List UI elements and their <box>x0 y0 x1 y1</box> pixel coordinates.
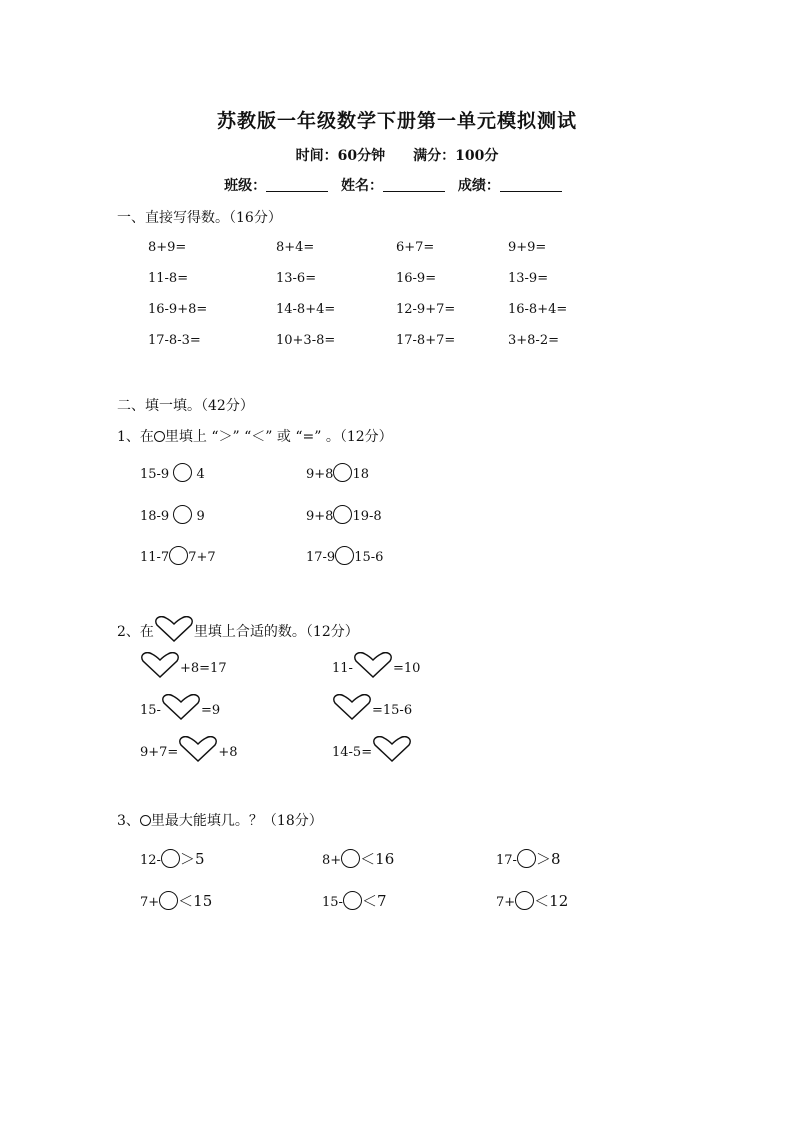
heart-item: +8=17 <box>140 652 227 678</box>
q2-pre: 2、在 <box>117 624 154 640</box>
answer-heart[interactable] <box>140 652 180 678</box>
answer-circle[interactable] <box>341 849 360 868</box>
name-blank[interactable] <box>383 177 445 192</box>
section1-heading: 一、直接写得数。（16分） <box>117 210 282 226</box>
calc-item: 17-8+7= <box>396 333 456 348</box>
answer-heart[interactable] <box>178 736 218 762</box>
calc-item: 10+3-8= <box>276 333 336 348</box>
answer-circle[interactable] <box>335 546 354 565</box>
heart-item: =15-6 <box>332 694 412 720</box>
compare-item: 17-9 15-6 <box>306 546 383 565</box>
compare-item: 11-7 7+7 <box>140 546 216 565</box>
page-title: 苏教版一年级数学下册第一单元模拟测试 <box>216 110 577 132</box>
answer-heart[interactable] <box>161 694 201 720</box>
q1-post: 里填上 “＞” “＜” 或 “=” 。（12分） <box>164 429 393 445</box>
answer-circle[interactable] <box>169 546 188 565</box>
calc-item: 14-8+4= <box>276 302 336 317</box>
answer-circle[interactable] <box>333 463 352 482</box>
calc-item: 13-9= <box>508 271 549 286</box>
q1-heading <box>117 426 393 446</box>
compare-item: 9+8 19-8 <box>306 505 382 524</box>
answer-circle[interactable] <box>173 505 192 524</box>
grade-blank[interactable] <box>500 177 562 192</box>
calc-item: 13-6= <box>276 271 317 286</box>
heart-item: 9+7= +8 <box>140 736 238 762</box>
answer-circle[interactable] <box>333 505 352 524</box>
calc-item: 12-9+7= <box>396 302 456 317</box>
compare-item: 9+8 18 <box>306 463 369 482</box>
q3-post: 里最大能填几。？（18分） <box>150 813 323 829</box>
answer-circle[interactable] <box>159 891 178 910</box>
answer-circle[interactable] <box>343 891 362 910</box>
answer-circle[interactable] <box>161 849 180 868</box>
class-label: 班级： <box>224 178 267 194</box>
time-limit: 时间：60分钟 <box>295 148 386 164</box>
heart-icon <box>154 616 194 642</box>
max-item: 7+ ＜15 <box>140 892 213 910</box>
calc-item: 11-8= <box>148 271 189 286</box>
compare-item: 15-9 4 <box>140 463 205 482</box>
max-item: 12- ＞5 <box>140 850 205 868</box>
name-label: 姓名： <box>341 178 383 194</box>
class-blank[interactable] <box>266 177 328 192</box>
max-item: 17- ＞8 <box>496 850 561 868</box>
student-info-line <box>0 175 794 195</box>
heart-item: 11- =10 <box>332 652 420 678</box>
section2-heading: 二、填一填。（42分） <box>117 398 254 414</box>
heart-item: 14-5= <box>332 736 412 762</box>
full-score: 满分：100分 <box>413 148 499 164</box>
calc-item: 17-8-3= <box>148 333 201 348</box>
answer-heart[interactable] <box>353 652 393 678</box>
compare-item: 18-9 9 <box>140 505 205 524</box>
q2-post: 里填上合适的数。（12分） <box>193 624 359 640</box>
q3-heading <box>117 810 323 830</box>
calc-item: 8+4= <box>276 240 315 255</box>
max-item: 7+ ＜12 <box>496 892 569 910</box>
exam-meta <box>0 145 794 165</box>
calc-item: 6+7= <box>396 240 435 255</box>
answer-circle[interactable] <box>517 849 536 868</box>
grade-label: 成绩： <box>457 178 500 194</box>
max-item: 15- ＜7 <box>322 892 387 910</box>
max-item: 8+ ＜16 <box>322 850 395 868</box>
calc-item: 16-9= <box>396 271 437 286</box>
calc-item: 3+8-2= <box>508 333 559 348</box>
circle-icon <box>140 815 151 826</box>
calc-item: 9+9= <box>508 240 547 255</box>
circle-icon <box>154 431 165 442</box>
q2-heading <box>117 616 359 642</box>
calc-item: 16-9+8= <box>148 302 208 317</box>
calc-item: 16-8+4= <box>508 302 568 317</box>
heart-item: 15- =9 <box>140 694 220 720</box>
answer-heart[interactable] <box>372 736 412 762</box>
answer-circle[interactable] <box>515 891 534 910</box>
q1-pre: 1、在 <box>117 429 154 445</box>
q3-pre: 3、 <box>117 813 140 829</box>
answer-heart[interactable] <box>332 694 372 720</box>
answer-circle[interactable] <box>173 463 192 482</box>
calc-item: 8+9= <box>148 240 187 255</box>
